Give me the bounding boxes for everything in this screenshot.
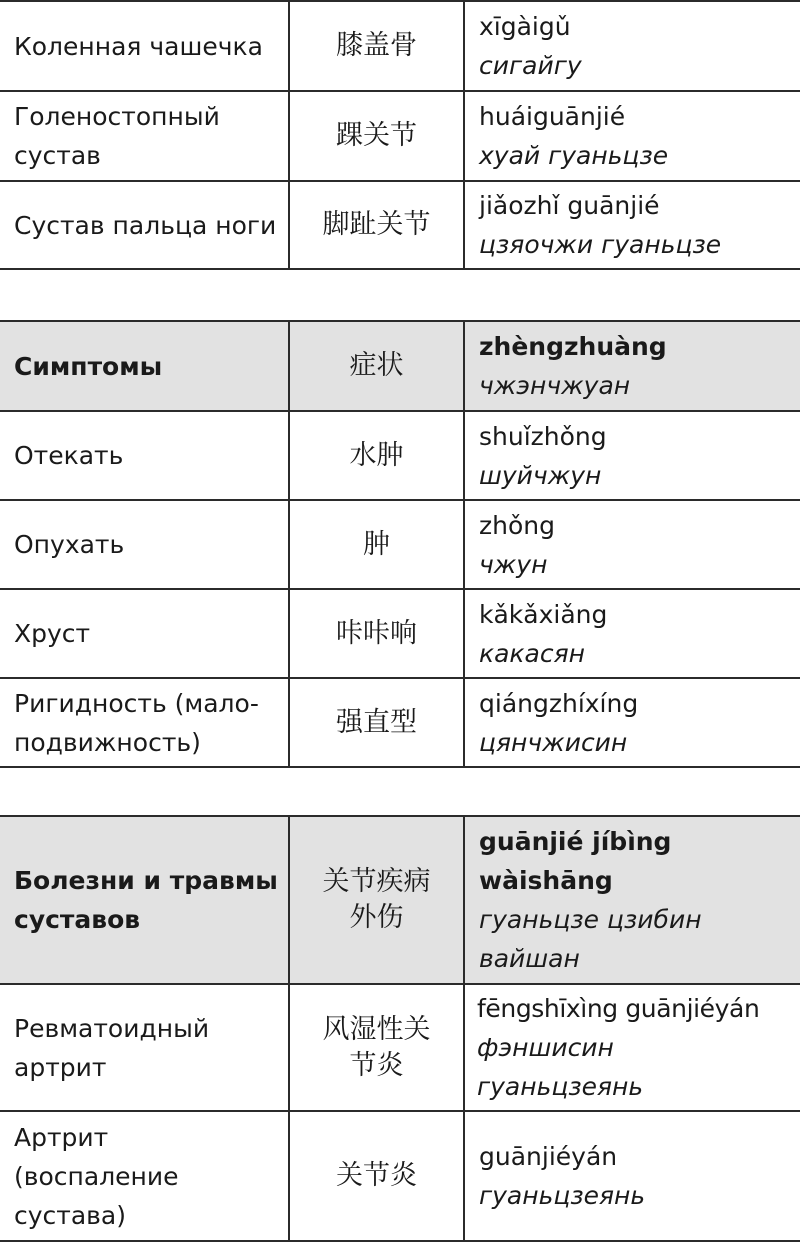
pinyin: zhǒng — [479, 510, 555, 540]
pinyin: zhèngzhuàng — [479, 332, 667, 361]
russian-term: Отекать — [0, 411, 289, 500]
pinyin: guānjié jíbìng wàishāng — [479, 827, 672, 895]
table-row — [0, 984, 800, 1111]
transcription-cell — [464, 589, 800, 678]
pinyin: xīgàigǔ — [479, 12, 571, 41]
diseases-table — [0, 815, 800, 1242]
table-row — [0, 678, 800, 767]
cyrillic-transcription: фэншисин гуаньцзеянь — [477, 1033, 644, 1101]
section-heading: Симптомы — [0, 321, 289, 411]
table-row — [0, 1111, 800, 1241]
cyrillic-transcription: гуаньцзе цзибин вайшан — [479, 905, 702, 973]
symptoms-table — [0, 320, 800, 768]
chinese-term: 肿 — [289, 500, 464, 589]
cyrillic-transcription: гуаньцзеянь — [479, 1181, 646, 1210]
pinyin: guānjiéyán — [479, 1142, 618, 1171]
cyrillic-transcription: цянчжисин — [479, 727, 628, 757]
chinese-term: 膝盖骨 — [289, 1, 464, 91]
chinese-term: 风湿性关节炎 — [289, 984, 464, 1111]
chinese-term: 强直型 — [289, 678, 464, 767]
russian-term: Ревматоидный артрит — [0, 984, 289, 1111]
transcription-cell — [464, 91, 800, 181]
cyrillic-transcription: цзяочжи гуаньцзе — [479, 230, 722, 259]
table-row — [0, 500, 800, 589]
transcription-cell — [464, 181, 800, 269]
chinese-heading: 关节疾病外伤 — [289, 816, 464, 984]
russian-term: Сустав пальца ноги — [0, 181, 289, 269]
transcription-cell — [464, 321, 800, 411]
chinese-term: 脚趾关节 — [289, 181, 464, 269]
table-row — [0, 91, 800, 181]
chinese-term: 咔咔响 — [289, 589, 464, 678]
cyrillic-transcription: чжун — [479, 549, 548, 579]
pinyin: fēngshīxìng guānjiéyán — [477, 994, 760, 1023]
body-parts-table — [0, 0, 800, 270]
russian-term: Хруст — [0, 589, 289, 678]
table-header-row — [0, 816, 800, 984]
cyrillic-transcription: какасян — [479, 638, 585, 668]
pinyin: qiángzhíxíng — [479, 688, 639, 718]
cyrillic-transcription: чжэнчжуан — [479, 371, 631, 400]
pinyin: kǎkǎxiǎng — [479, 599, 608, 629]
table-row — [0, 1, 800, 91]
pinyin: shuǐzhǒng — [479, 421, 607, 451]
pinyin: jiǎozhǐ guānjié — [479, 191, 660, 220]
chinese-term: 水肿 — [289, 411, 464, 500]
transcription-cell — [464, 1, 800, 91]
table-header-row — [0, 321, 800, 411]
transcription-cell — [464, 1111, 800, 1241]
transcription-cell — [464, 678, 800, 767]
cyrillic-transcription: хуай гуаньцзе — [479, 141, 669, 170]
russian-term: Опухать — [0, 500, 289, 589]
transcription-cell — [464, 816, 800, 984]
cyrillic-transcription: сигайгу — [479, 51, 582, 80]
chinese-term: 踝关节 — [289, 91, 464, 181]
table-row — [0, 589, 800, 678]
transcription-cell — [464, 411, 800, 500]
section-heading: Болезни и травмы суставов — [0, 816, 289, 984]
russian-term: Ригидность (мало-подвижность) — [0, 678, 289, 767]
chinese-term: 关节炎 — [289, 1111, 464, 1241]
russian-term: Артрит (воспаление сустава) — [0, 1111, 289, 1241]
table-row — [0, 181, 800, 269]
chinese-heading: 症状 — [289, 321, 464, 411]
table-row — [0, 411, 800, 500]
transcription-cell — [464, 984, 800, 1111]
pinyin: huáiguānjié — [479, 102, 626, 131]
russian-term: Коленная чашечка — [0, 1, 289, 91]
cyrillic-transcription: шуйчжун — [479, 460, 602, 490]
transcription-cell — [464, 500, 800, 589]
russian-term: Голеностопный сустав — [0, 91, 289, 181]
